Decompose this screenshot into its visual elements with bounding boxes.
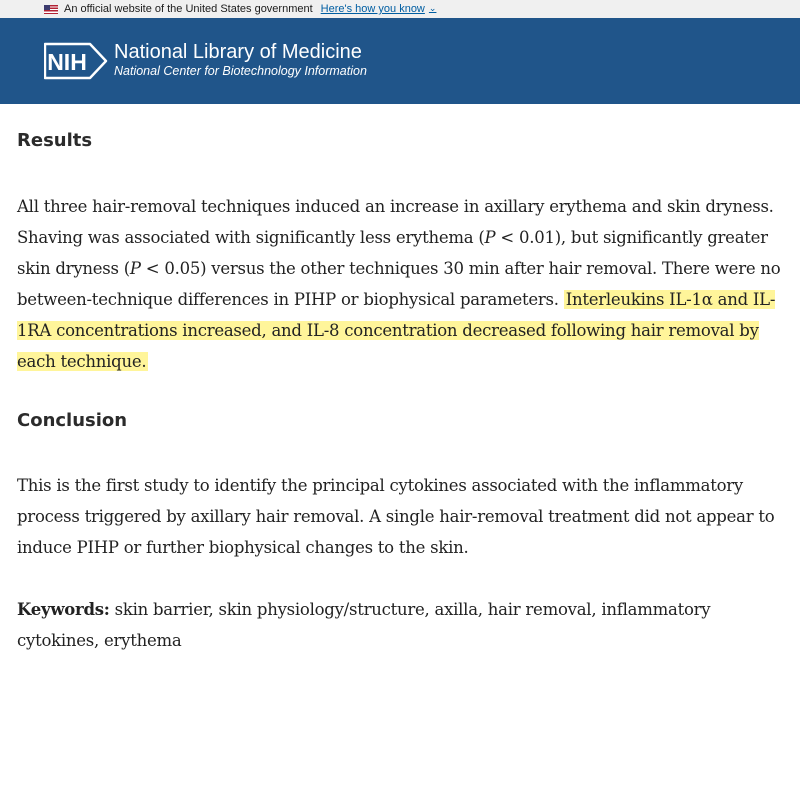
- site-subtitle: National Center for Biotechnology Information: [114, 64, 367, 78]
- results-paragraph: [17, 191, 787, 377]
- highlighted-text: Interleukins IL-1α and IL-1RA concentrations increased, and IL-8 concentration decreased following hair removal by each technique.: [17, 290, 776, 371]
- nih-logo-text: NIH: [47, 49, 87, 75]
- p-value-symbol-1: P: [484, 228, 496, 247]
- heres-how-you-know-link[interactable]: [321, 3, 437, 15]
- results-heading: Results: [17, 130, 93, 151]
- p-value-symbol-2: P: [129, 259, 141, 278]
- results-text-part2: < 0.01), but significantly greater skin dryness (: [17, 228, 768, 278]
- chevron-down-icon[interactable]: ⌄: [428, 2, 437, 13]
- conclusion-paragraph: This is the first study to identify the principal cytokines associated with the inflammatory process triggered by axillary hair removal. A single hair-removal treatment did not appear to induce PIHP or further biophysical changes to the skin.: [17, 476, 775, 557]
- site-header: [0, 18, 800, 104]
- heres-how-you-know-label[interactable]: Here's how you know: [320, 3, 425, 15]
- results-text-part1: All three hair-removal techniques induced an increase in axillary erythema and skin dryness. Shaving was associated with significantly less erythema (: [17, 197, 774, 247]
- keywords-text: skin barrier, skin physiology/structure, axilla, hair removal, inflammatory cytokines, erythema: [17, 600, 711, 650]
- nih-logo[interactable]: [44, 42, 108, 80]
- conclusion-heading: Conclusion: [17, 410, 128, 431]
- gov-banner: [0, 0, 800, 18]
- results-text-part3: < 0.05) versus the other techniques 30 min after hair removal. There were no between-technique differences in PIHP or biophysical parameters.: [17, 259, 781, 309]
- keywords-paragraph: [17, 594, 787, 656]
- site-title[interactable]: National Library of Medicine: [114, 41, 362, 63]
- header-titles: [114, 41, 367, 79]
- gov-banner-text: An official website of the United States government: [64, 3, 313, 15]
- us-flag-icon: [44, 5, 58, 14]
- keywords-label: Keywords:: [17, 600, 110, 619]
